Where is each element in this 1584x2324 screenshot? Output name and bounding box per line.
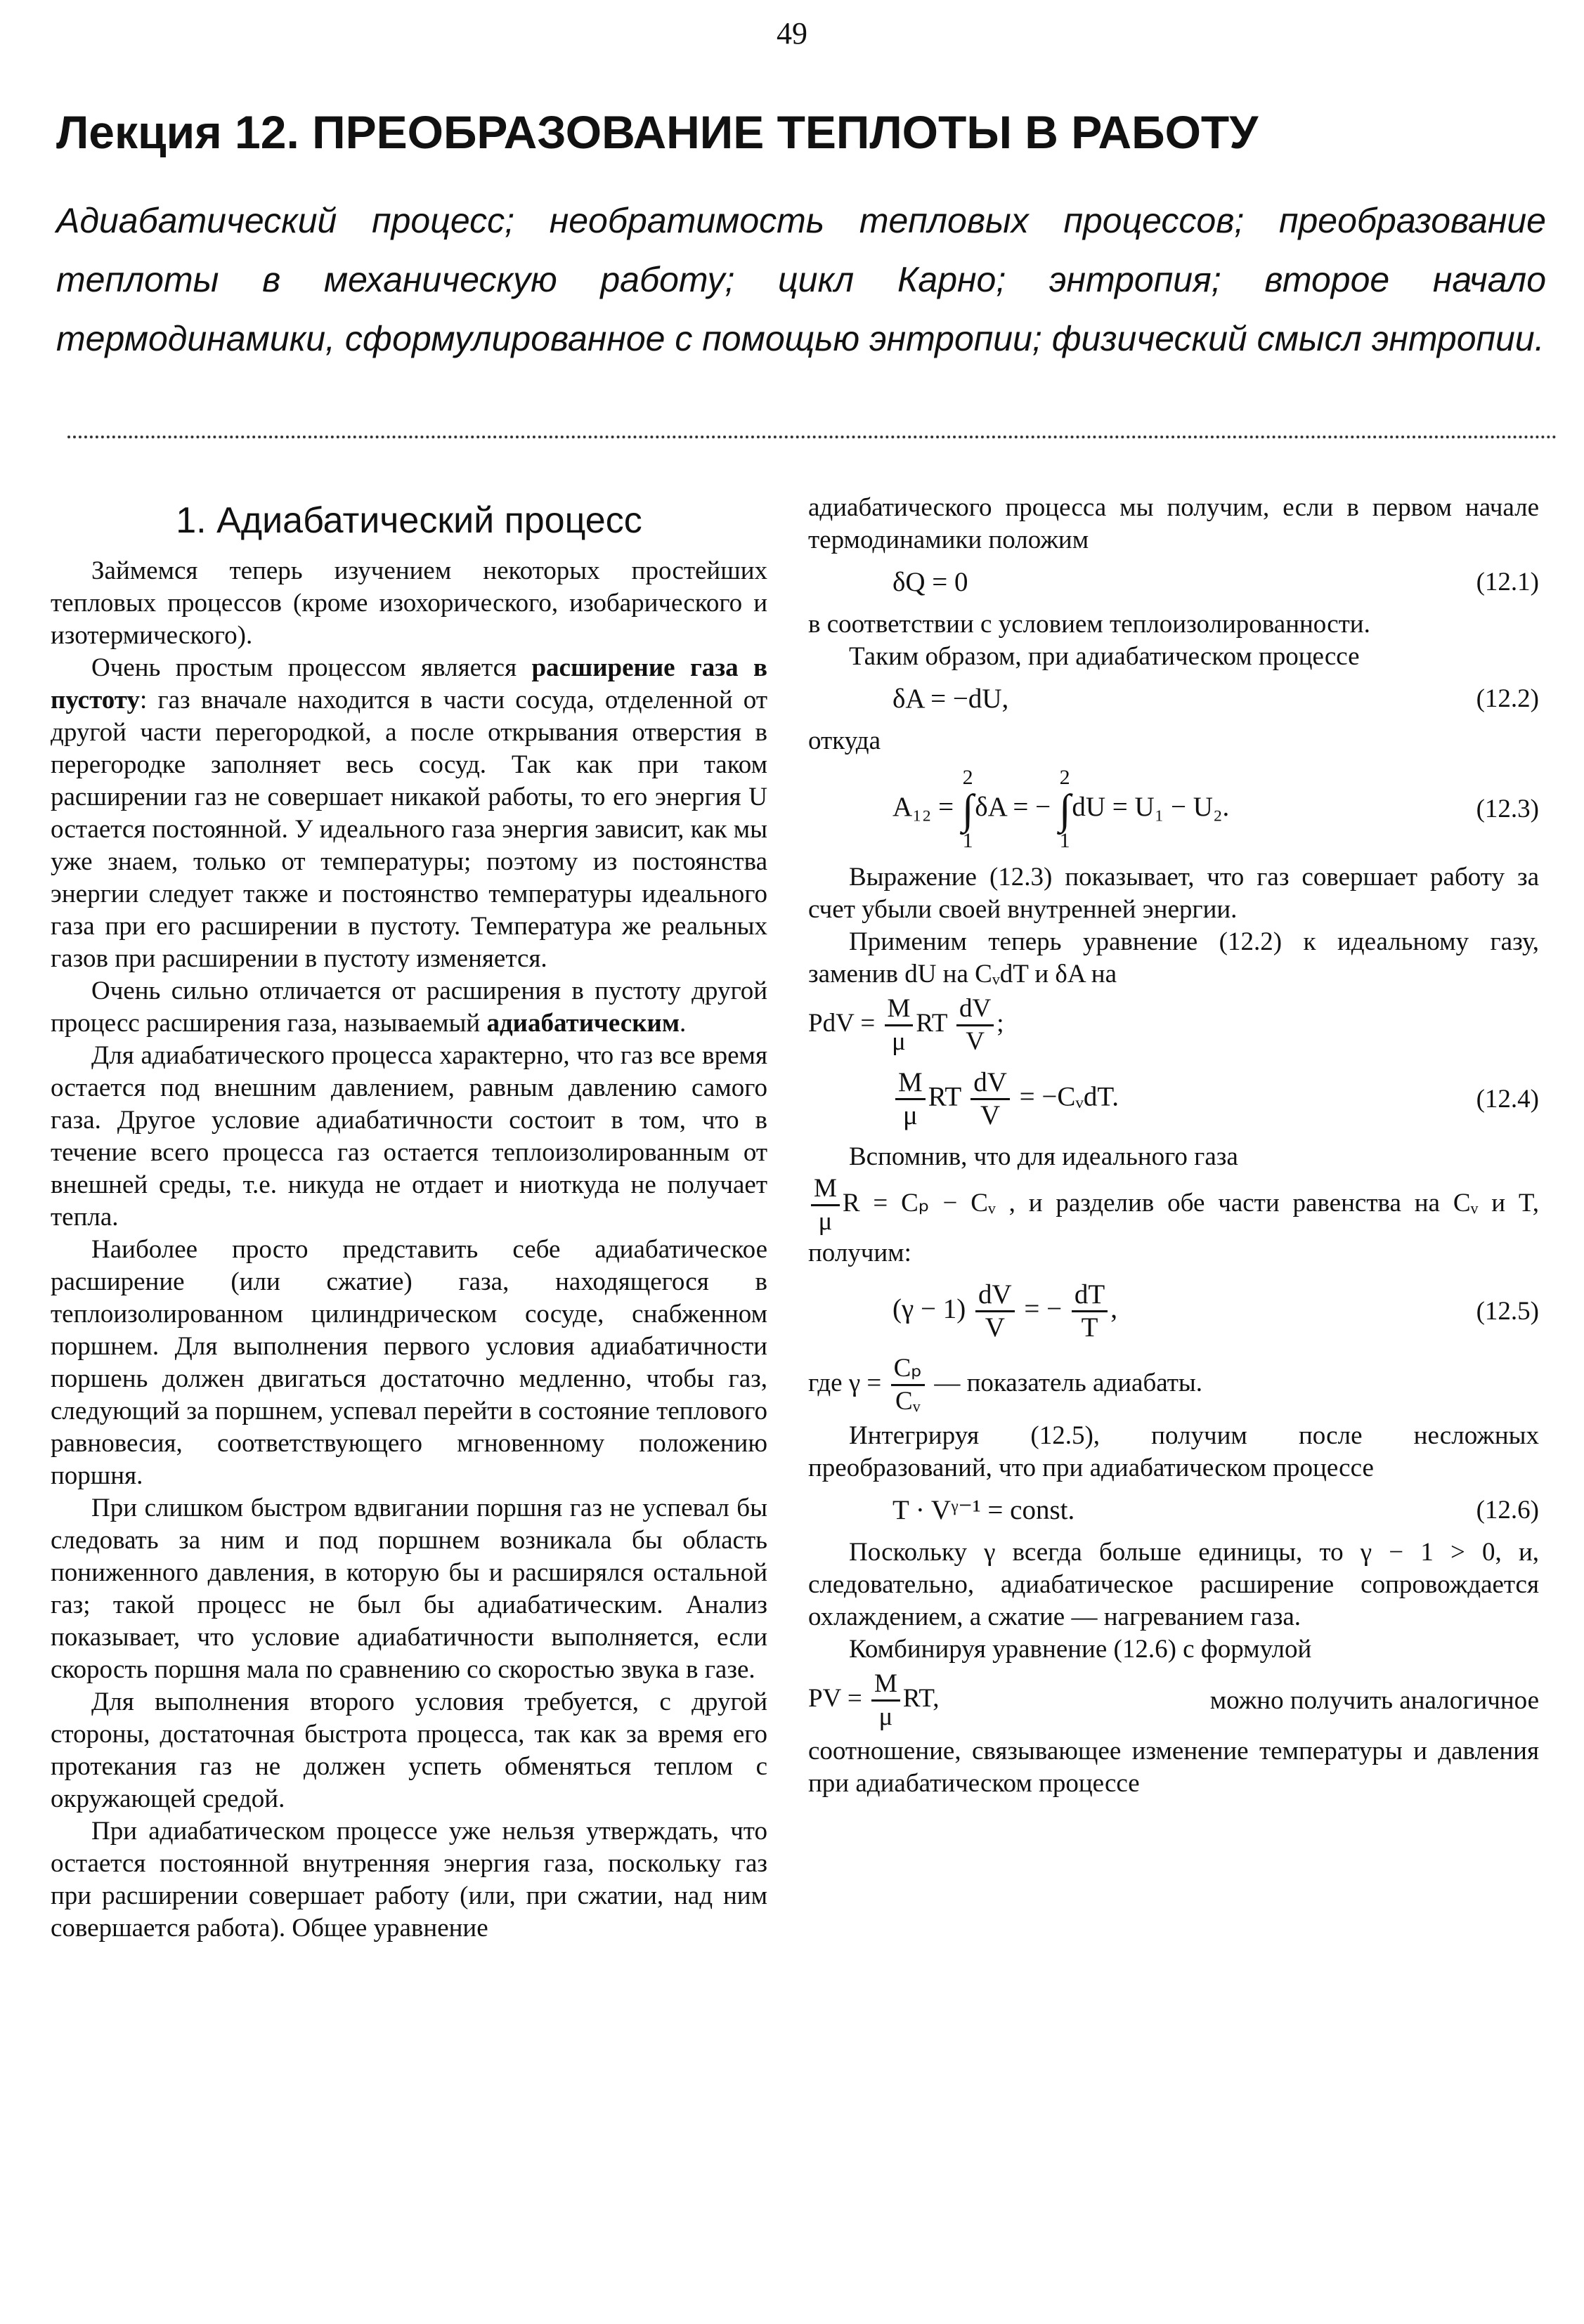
section-heading: 1. Адиабатический процесс: [176, 500, 642, 541]
bold-term: адиабатическим: [486, 1009, 680, 1038]
paragraph: Комбинируя уравнение (12.6) с формулой: [849, 1635, 1312, 1664]
equation-body: $\frac{M}{\mu}$ RT $\frac{dV}{V}$ = −CᵥdT.: [808, 1067, 1448, 1131]
equation-12-4: [808, 1067, 1539, 1131]
equation-12-3: [808, 767, 1539, 851]
paragraph: Наиболее просто представить себе адиабатическое расширение (или сжатие) газа, находящегося в теплоизолированном цилиндрическом сосуде, снабженном поршнем. Для выполнения первого условия адиабатичности поршень должен двигаться достаточно медленно, чтобы газ, следующий за поршнем, успевал перейти в состояние теплового равновесия, соответствующего мгновенному положению поршня.: [51, 1235, 767, 1490]
left-column: [51, 492, 767, 1945]
paragraph: Выражение (12.3) показывает, что газ совершает работу за счет убыли своей внутренней энергии.: [808, 863, 1539, 924]
paragraph: соотношение, связывающее изменение температуры и давления при адиабатическом процессе: [808, 1737, 1539, 1798]
paragraph: $\frac{M}{\mu}$ R = Cₚ − Cᵥ , и разделив обе части равенства на Cᵥ и T, получим:: [808, 1174, 1539, 1267]
paragraph: Таким образом, при адиабатическом процессе: [849, 642, 1360, 671]
equation-number: (12.3): [1476, 795, 1539, 823]
lecture-abstract: Адиабатический процесс; необратимость тепловых процессов; преобразование теплоты в механическую работу; цикл Карно; энтропия; второе начало термодинамики, сформулированное с помощью энтропии; физический смысл энтропии.: [56, 201, 1546, 358]
equation-number: (12.4): [1476, 1084, 1539, 1114]
equation-12-6: [808, 1494, 1539, 1527]
paragraph: Применим теперь уравнение (12.2) к идеальному газу, заменив dU на CᵥdT и δA на: [808, 927, 1539, 988]
equation-number: (12.1): [1476, 568, 1539, 596]
equation-12-2: [808, 683, 1539, 715]
paragraph: Очень простым процессом является расширение газа в пустоту: газ вначале находится в части сосуда, отделенной от другой части перегородкой, а после открывания отверстия в перегородке заполняет весь сосуд. Так как при таком расширении газ не совершает никакой работы, то его энергия U остается постоянной. У идеального газа энергия зависит, как мы уже знаем, только от температуры; поэтому из постоянства энергии следует также и постоянство температуры идеального газа при его расширении в пустоту. Температура же реальных газов при расширении в пустоту изменяется.: [51, 653, 767, 973]
page-number: 49: [777, 16, 807, 51]
equation-12-5: [808, 1279, 1539, 1343]
paragraph: в соответствии с условием теплоизолированности.: [808, 610, 1370, 639]
paragraph: Для выполнения второго условия требуется, с другой стороны, достаточная быстрота процесса, так как за время его протекания газ не должен успеть обменяться теплом с окружающей средой.: [51, 1687, 767, 1813]
paragraph: Поскольку γ всегда больше единицы, то γ − 1 > 0, и, следовательно, адиабатическое расширение сопровождается охлаждением, а сжатие — нагреванием газа.: [808, 1538, 1539, 1631]
paragraph: адиабатического процесса мы получим, если в первом начале термодинамики положим: [808, 493, 1539, 554]
equation-body: δQ = 0: [892, 567, 968, 597]
paragraph: При адиабатическом процессе уже нельзя утверждать, что остается постоянной внутренняя энергия газа, поскольку газ при расширении совершает работу (или, при сжатии, над ним совершается работа). Общее уравнение: [51, 1817, 767, 1943]
gamma-definition: где γ = $\frac{\text{Cₚ}}{\text{Cᵥ}}$ — показатель адиабаты.: [808, 1354, 1203, 1416]
equation-number: (12.6): [1476, 1496, 1539, 1525]
pdv-expression: PdV = $\frac{M}{\mu}$ RT $\frac{dV}{V}$ ;: [808, 994, 1004, 1056]
equation-body: T · Vᵞ⁻¹ = const.: [892, 1495, 1075, 1525]
dotted-divider: [67, 436, 1557, 438]
equation-number: (12.5): [1476, 1296, 1539, 1326]
integral-sign: 2 ∫ 1: [961, 766, 974, 852]
equation-body: δA = −dU,: [892, 684, 1009, 714]
lecture-title: Лекция 12. ПРЕОБРАЗОВАНИЕ ТЕПЛОТЫ В РАБОТУ: [56, 106, 1259, 158]
bold-term: расширение газа в пустоту: [51, 653, 767, 714]
paragraph: Займемся теперь изучением некоторых простейших тепловых процессов (кроме изохорического, изобарического и изотермического).: [51, 556, 767, 650]
paragraph: Очень сильно отличается от расширения в пустоту другой процесс расширения газа, называемый адиабатическим.: [51, 977, 767, 1038]
paragraph: откуда: [808, 726, 881, 755]
equation-number: (12.2): [1476, 684, 1539, 713]
right-column: [808, 492, 1539, 1800]
pv-expression: PV = $\frac{M}{\mu}$ RT, можно получить аналогичное: [808, 1669, 1539, 1731]
equation-12-1: [808, 566, 1539, 599]
paragraph: Для адиабатического процесса характерно, что газ все время остается под внешним давлением, равным давлению самого газа. Другое условие адиабатичности состоит в том, что в течение всего процесса газ остается теплоизолированным от внешней среды, т.е. никуда не отдает и ниоткуда не получает тепла.: [51, 1041, 767, 1232]
paragraph: При слишком быстром вдвигании поршня газ не успевал бы следовать за ним и под поршнем возникала бы область пониженного давления, в которую бы и расширялся остальной газ; такой процесс не был бы адиабатическим. Анализ показывает, что условие адиабатичности выполняется, если скорость поршня мала по сравнению со скоростью звука в газе.: [51, 1494, 767, 1684]
paragraph: Вспомнив, что для идеального газа: [849, 1142, 1238, 1171]
equation-body: A₁₂ = 2 ∫ 1δA = − 2 ∫ 1dU = U₁ − U₂.: [892, 766, 1230, 852]
paragraph: Интегрируя (12.5), получим после несложных преобразований, что при адиабатическом процессе: [808, 1421, 1539, 1482]
integral-sign: 2 ∫ 1: [1058, 766, 1071, 852]
equation-body: (γ − 1) $\frac{dV}{V}$ = − $\frac{dT}{T}$ ,: [892, 1279, 1117, 1343]
